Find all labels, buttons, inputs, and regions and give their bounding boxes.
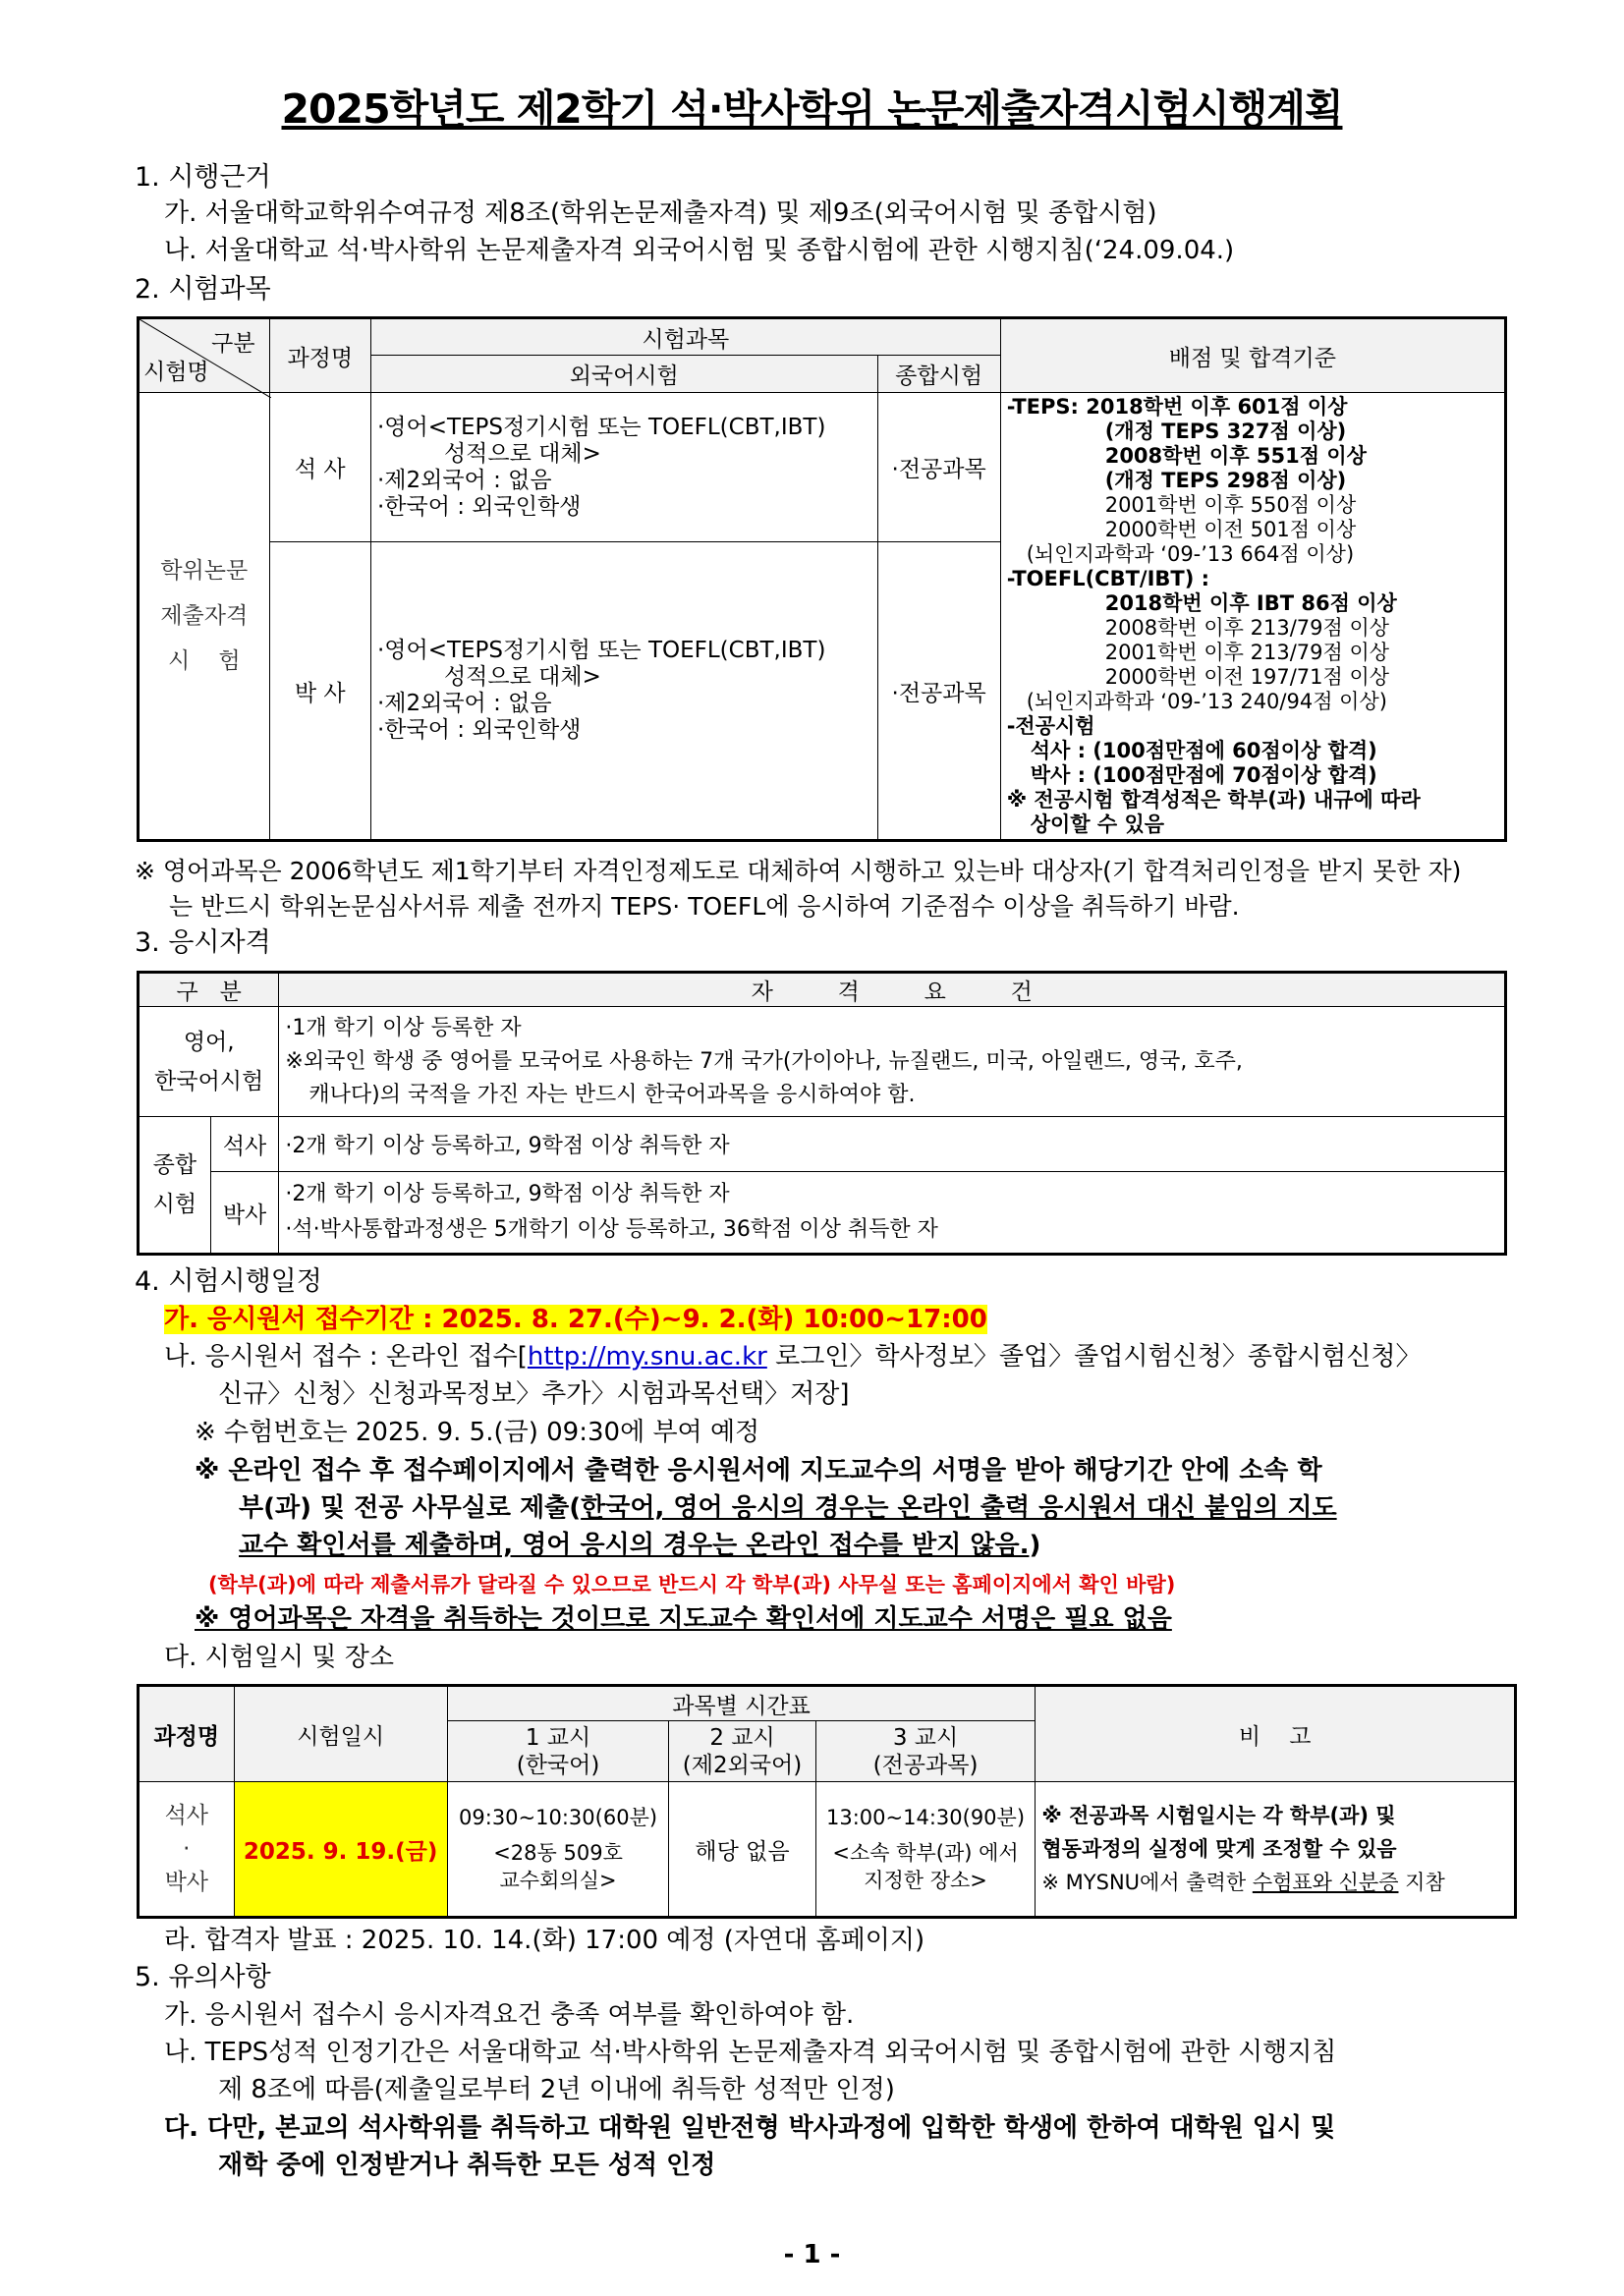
criteria-cell — [1000, 393, 1505, 841]
criteria-line: 2000학번 이전 501점 이상 — [1104, 518, 1357, 541]
elig-doctor-cell: 박사 — [210, 1172, 279, 1255]
criteria-line: (개정 TEPS 327점 이상) — [1104, 420, 1347, 443]
elig-master-cell: 석사 — [210, 1117, 279, 1172]
p3-label: 3 교시 — [892, 1724, 959, 1751]
sched-header-p1 — [447, 1721, 669, 1782]
remark-text: 지참 — [1398, 1871, 1445, 1894]
elig-eng-line: 영어, — [183, 1029, 235, 1055]
criteria-line: 2001학번 이후 550점 이상 — [1104, 493, 1357, 517]
p1-sub: (한국어) — [516, 1752, 600, 1778]
elig-eng-req-cell — [279, 1007, 1506, 1117]
page-number: - 1 - — [783, 2240, 841, 2269]
header-course: 과정명 — [269, 318, 370, 393]
exam-label-line: 제출자격 — [160, 603, 249, 629]
doctor-comp-cell: ·전공과목 — [877, 542, 1000, 841]
header-gubun: 구분 — [211, 331, 255, 357]
sched-header-p3 — [815, 1721, 1036, 1782]
s5-item-da2: 재학 중에 인정받거나 취득한 모든 성적 인정 — [218, 2151, 716, 2180]
s4-item-da: 다. 시험일시 및 장소 — [164, 1643, 394, 1672]
sched-p2-cell: 해당 없음 — [669, 1782, 815, 1918]
criteria-line: ※ 전공시험 합격성적은 학부(과) 내규에 따라 — [1006, 788, 1421, 812]
doctor-foreign-cell — [370, 542, 877, 841]
remark-text: ※ MYSNU에서 출력한 — [1041, 1871, 1253, 1894]
remark-line — [1041, 1866, 1508, 1899]
sched-p3-cell — [815, 1782, 1036, 1918]
section-2-heading: 2. 시험과목 — [135, 274, 271, 305]
p2-label: 2 교시 — [709, 1724, 775, 1751]
criteria-line: 2001학번 이후 213/79점 이상 — [1104, 641, 1390, 664]
s4-apply-online-2: 신규〉신청〉신청과목정보〉추가〉시험과목선택〉저장] — [218, 1379, 850, 1409]
elig-comp-line: 시험 — [152, 1192, 197, 1217]
foreign-line: 성적으로 대체> — [443, 664, 601, 690]
s4-note-2b — [239, 1493, 1337, 1523]
master-foreign-cell — [370, 393, 877, 542]
header-criteria: 배점 및 합격기준 — [1000, 318, 1505, 393]
elig-header-req: 자 격 요 건 — [279, 973, 1506, 1007]
sched-date-cell: 2025. 9. 19.(금) — [234, 1782, 447, 1918]
s2-note-line2: 는 반드시 학위논문심사서류 제출 전까지 TEPS· TOEFL에 응시하여 기준점수 이상을 취득하기 바람. — [169, 892, 1240, 921]
foreign-line: 성적으로 대체> — [443, 440, 601, 467]
p2-sub: (제2외국어) — [682, 1752, 803, 1778]
elig-comp-cell — [139, 1117, 211, 1255]
sched-header-schedule: 과목별 시간표 — [447, 1686, 1036, 1721]
note-2c-underlined: 교수 확인서를 제출하며, 영어 응시의 경우는 온라인 접수를 받지 않음. — [239, 1531, 1030, 1560]
criteria-line: 석사 : (100점만점에 60점이상 합격) — [1030, 739, 1377, 762]
s4-item-ra: 라. 합격자 발표 : 2025. 10. 14.(화) 17:00 예정 (자연대 홈페이지) — [164, 1926, 925, 1955]
s4-apply-online — [164, 1342, 1422, 1372]
criteria-line: (뇌인지과학과 ‘09-’13 240/94점 이상) — [1026, 690, 1387, 713]
criteria-line: (개정 TEPS 298점 이상) — [1104, 469, 1347, 492]
elig-eng-cell — [139, 1007, 279, 1117]
note-2b-text: 부(과) 및 전공 사무실로 제출( — [239, 1493, 582, 1523]
section-3-heading: 3. 응시자격 — [135, 927, 271, 958]
s4-note-2a: ※ 온라인 접수 후 접수페이지에서 출력한 응시원서에 지도교수의 서명을 받아 해당기간 안에 소속 학 — [195, 1456, 1322, 1485]
sched-header-remark: 비 고 — [1036, 1686, 1516, 1782]
mysnu-link[interactable]: http://my.snu.ac.kr — [527, 1342, 767, 1372]
exam-label-cell — [139, 393, 270, 841]
header-comprehensive: 종합시험 — [877, 356, 1000, 393]
note-3-text: ※ 영어과목은 자격을 취득하는 것이므로 지도교수 확인서에 지도교수 서명은 필요 없음 — [195, 1604, 1172, 1634]
note-2c-text: ) — [1029, 1531, 1041, 1560]
sched-course-cell — [139, 1782, 235, 1918]
sched-course-line: 석사 — [164, 1803, 208, 1828]
p3-time: 13:00~14:30(90분) — [826, 1806, 1026, 1829]
header-foreign: 외국어시험 — [370, 356, 877, 393]
p1-time: 09:30~10:30(60분) — [459, 1806, 658, 1829]
sched-header-p2 — [669, 1721, 815, 1782]
criteria-line: 박사 : (100점만점에 70점이상 합격) — [1030, 763, 1377, 787]
criteria-line: 2008학번 이후 551점 이상 — [1104, 444, 1367, 468]
remark-underlined: 수험표와 신분증 — [1252, 1871, 1399, 1894]
elig-line: ※외국인 학생 중 영어를 모국어로 사용하는 7개 국가(가이아나, 뉴질랜드, 미국, 아일랜드, 영국, 호주, — [285, 1048, 1243, 1074]
foreign-line: ·제2외국어 : 없음 — [376, 691, 552, 716]
s5-item-da1: 다. 다만, 본교의 석사학위를 취득하고 대학원 일반전형 박사과정에 입학한 학생에 한하여 대학원 입시 및 — [164, 2113, 1336, 2143]
sched-remark-cell — [1036, 1782, 1516, 1918]
s4-note-2c — [239, 1531, 1040, 1560]
s1-item-na: 나. 서울대학교 석·박사학위 논문제출자격 외국어시험 및 종합시험에 관한 시행지침(‘24.09.04.) — [164, 236, 1235, 265]
s4-note-3 — [195, 1604, 1172, 1634]
eligibility-table — [137, 971, 1507, 1256]
master-course-cell: 석 사 — [269, 393, 370, 542]
section-1-heading: 1. 시행근거 — [135, 162, 271, 193]
remark-line: ※ 전공과목 시험일시는 각 학부(과) 및 — [1041, 1804, 1396, 1827]
sched-p1-cell — [447, 1782, 669, 1918]
criteria-line: -TOEFL(CBT/IBT) : — [1006, 567, 1210, 590]
sched-course-line: · — [183, 1836, 191, 1862]
header-subjects: 시험과목 — [370, 318, 1000, 356]
p3-place: 지정한 장소> — [864, 1869, 987, 1892]
p3-place: <소속 학부(과) 에서 — [832, 1841, 1019, 1865]
header-exam-name: 시험명 — [143, 360, 209, 385]
page-title: 2025학년도 제2학기 석·박사학위 논문제출자격시험시행계획 — [281, 85, 1343, 133]
criteria-line: 상이할 수 있음 — [1030, 812, 1165, 836]
apply-period-highlight: 가. 응시원서 접수기간 : 2025. 8. 27.(수)~9. 2.(화) 10:00~17:00 — [164, 1305, 987, 1334]
note-2b-underlined: 한국어, 영어 응시의 경우는 온라인 출력 응시원서 대신 붙임의 지도 — [581, 1493, 1337, 1523]
s4-note-1: ※ 수험번호는 2025. 9. 5.(금) 09:30에 부여 예정 — [195, 1418, 760, 1447]
elig-line: ·석·박사통합과정생은 5개학기 이상 등록하고, 36학점 이상 취득한 자 — [285, 1217, 938, 1242]
foreign-line: ·한국어 : 외국인학생 — [376, 493, 582, 520]
p1-place: 교수회의실> — [499, 1869, 617, 1892]
s5-item-na2: 제 8조에 따름(제출일로부터 2년 이내에 취득한 성적만 인정) — [218, 2075, 895, 2104]
elig-master-req: ·2개 학기 이상 등록하고, 9학점 이상 취득한 자 — [279, 1117, 1506, 1172]
sched-course-line: 박사 — [164, 1870, 208, 1895]
s4-red-note: (학부(과)에 따라 제출서류가 달라질 수 있으므로 반드시 각 학부(과) 사무실 또는 홈페이지에서 확인 바람) — [208, 1573, 1176, 1596]
criteria-line: 2000학번 이전 197/71점 이상 — [1104, 665, 1390, 689]
elig-line: 캐나다)의 국적을 가진 자는 반드시 한국어과목을 응시하여야 함. — [308, 1082, 916, 1107]
exam-label-line: 시 험 — [167, 648, 241, 674]
apply-online-text: 나. 응시원서 접수 : 온라인 접수[ — [164, 1342, 528, 1372]
header-diagonal-cell — [139, 318, 270, 393]
s4-apply-period — [164, 1305, 987, 1334]
section-5-heading: 5. 유의사항 — [135, 1962, 271, 1992]
p1-label: 1 교시 — [525, 1724, 591, 1751]
p1-place: <28동 509호 — [493, 1841, 623, 1865]
s2-note-line1: ※ 영어과목은 2006학년도 제1학기부터 자격인정제도로 대체하여 시행하고 있는바 대상자(기 합격처리인정을 받지 못한 자) — [135, 857, 1462, 885]
exam-subjects-table — [137, 316, 1507, 842]
foreign-line: ·영어<TEPS정기시험 또는 TOEFL(CBT,IBT) — [376, 638, 826, 663]
elig-line: ·1개 학기 이상 등록한 자 — [285, 1015, 522, 1040]
p3-sub: (전공과목) — [872, 1752, 979, 1778]
s5-item-na1: 나. TEPS성적 인정기간은 서울대학교 석·박사학위 논문제출자격 외국어시험 및 종합시험에 관한 시행지침 — [164, 2038, 1337, 2067]
criteria-line: 2018학번 이후 IBT 86점 이상 — [1104, 591, 1397, 615]
criteria-line: -TEPS: 2018학번 이후 601점 이상 — [1006, 395, 1348, 419]
sched-header-datetime: 시험일시 — [234, 1686, 447, 1782]
elig-eng-line: 한국어시험 — [154, 1068, 264, 1094]
foreign-line: ·영어<TEPS정기시험 또는 TOEFL(CBT,IBT) — [376, 414, 826, 440]
exam-schedule-table — [137, 1684, 1517, 1919]
criteria-line: (뇌인지과학과 ‘09-’13 664점 이상) — [1026, 542, 1355, 566]
exam-label-line: 학위논문 — [160, 558, 249, 584]
s5-item-ga: 가. 응시원서 접수시 응시자격요건 충족 여부를 확인하여야 함. — [164, 2000, 855, 2030]
elig-doctor-req — [279, 1172, 1506, 1255]
remark-line: 협동과정의 실정에 맞게 조정할 수 있음 — [1041, 1837, 1397, 1861]
sched-header-course: 과정명 — [139, 1686, 235, 1782]
elig-comp-line: 종합 — [152, 1152, 197, 1178]
elig-line: ·2개 학기 이상 등록하고, 9학점 이상 취득한 자 — [285, 1182, 730, 1206]
foreign-line: ·제2외국어 : 없음 — [376, 467, 552, 493]
doctor-course-cell: 박 사 — [269, 542, 370, 841]
master-comp-cell: ·전공과목 — [877, 393, 1000, 542]
elig-header-gubun: 구 분 — [139, 973, 279, 1007]
criteria-line: -전공시험 — [1006, 714, 1095, 738]
section-4-heading: 4. 시험시행일정 — [135, 1266, 322, 1297]
s1-item-ga: 가. 서울대학교학위수여규정 제8조(학위논문제출자격) 및 제9조(외국어시험 및 종합시험) — [164, 198, 1157, 228]
criteria-line: 2008학번 이후 213/79점 이상 — [1104, 616, 1390, 640]
foreign-line: ·한국어 : 외국인학생 — [376, 717, 582, 743]
apply-online-path: 로그인〉학사정보〉졸업〉졸업시험신청〉종합시험신청〉 — [766, 1342, 1422, 1372]
